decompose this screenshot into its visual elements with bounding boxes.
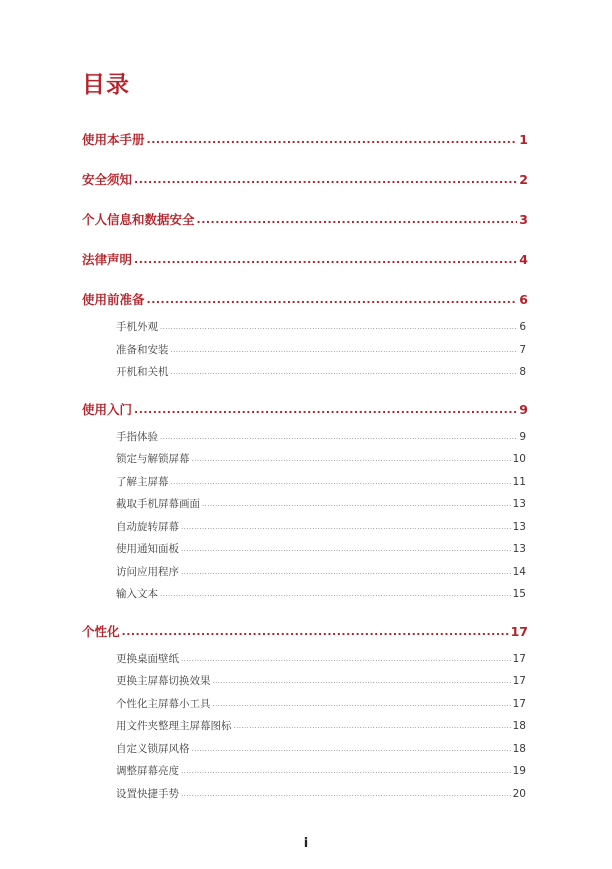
dot-leader [181, 785, 511, 803]
toc-entry-page: 1 [519, 132, 528, 147]
toc-subentry-title: 更换主屏幕切换效果 [116, 675, 211, 687]
toc-section [82, 620, 528, 820]
toc-subentry-title: 使用通知面板 [116, 543, 179, 555]
dot-leader [160, 585, 511, 603]
toc-subentry-title: 设置快捷手势 [116, 787, 179, 800]
toc-subentry-title: 自动旋转屏幕 [116, 520, 179, 533]
toc-entry-level1[interactable] [82, 248, 528, 288]
toc-entry-level2[interactable] [82, 650, 528, 673]
toc-subentry-title: 截取手机屏幕画面 [116, 498, 200, 510]
toc-subentry-title: 输入文本 [116, 588, 158, 600]
dot-leader [181, 540, 511, 558]
dot-leader [181, 563, 511, 581]
toc-entry-page: 6 [519, 292, 528, 307]
dot-leader [134, 398, 517, 422]
toc-subentry-title: 用文件夹整理主屏幕图标 [116, 720, 232, 732]
toc-entry-level2[interactable] [82, 740, 528, 763]
toc-entry-level2[interactable] [82, 585, 528, 608]
toc-entry-page: 9 [519, 401, 528, 417]
toc-section [82, 128, 528, 168]
dot-leader [160, 318, 517, 336]
dot-leader [134, 168, 517, 192]
toc-section [82, 248, 528, 288]
toc-entry-level2[interactable] [82, 341, 528, 364]
toc-subentry-page: 9 [519, 430, 526, 443]
toc-entry-page: 17 [510, 623, 528, 639]
toc-subentry-title: 开机和关机 [116, 366, 169, 378]
toc-entry-page: 4 [519, 252, 528, 267]
dot-leader [181, 518, 511, 536]
toc-entry-page: 3 [519, 212, 528, 227]
table-of-contents [82, 128, 528, 819]
dot-leader [192, 740, 511, 758]
toc-subentry-page: 20 [512, 787, 526, 800]
toc-subentry-page: 11 [512, 475, 526, 488]
toc-subentry-page: 19 [512, 765, 526, 777]
toc-entry-title: 法律声明 [82, 252, 133, 267]
dot-leader [160, 428, 517, 446]
toc-section [82, 168, 528, 208]
toc-subentry-page: 17 [512, 675, 526, 687]
toc-entry-level2[interactable] [82, 540, 528, 563]
toc-subentry-title: 了解主屏幕 [116, 475, 169, 488]
toc-entry-level1[interactable] [82, 168, 528, 208]
toc-entry-level2[interactable] [82, 717, 528, 740]
toc-subentry-page: 10 [512, 453, 526, 465]
toc-entry-level2[interactable] [82, 318, 528, 341]
toc-subentry-title: 手机外观 [116, 321, 158, 333]
toc-entry-level2[interactable] [82, 762, 528, 785]
toc-entry-level2[interactable] [82, 495, 528, 518]
toc-subentry-page: 8 [519, 366, 526, 378]
section-spacer [82, 386, 528, 398]
toc-entry-title: 个性化 [82, 623, 120, 639]
toc-entry-level2[interactable] [82, 450, 528, 473]
toc-subentry-title: 更换桌面壁纸 [116, 652, 179, 665]
toc-entry-level2[interactable] [82, 428, 528, 451]
toc-subentry-page: 18 [512, 720, 526, 732]
toc-subentry-page: 18 [512, 742, 526, 755]
toc-subentry-title: 锁定与解锁屏幕 [116, 453, 190, 465]
toc-subentry-title: 准备和安装 [116, 343, 169, 356]
page-title: 目录 [82, 72, 130, 98]
dot-leader [171, 363, 518, 381]
dot-leader [147, 288, 518, 312]
toc-subentry-page: 13 [512, 498, 526, 510]
toc-entry-level1[interactable] [82, 208, 528, 248]
toc-entry-level1[interactable] [82, 398, 528, 428]
toc-subentry-page: 7 [519, 343, 526, 356]
section-spacer [82, 608, 528, 620]
dot-leader [171, 473, 511, 491]
toc-entry-title: 安全须知 [82, 172, 133, 187]
toc-entry-level2[interactable] [82, 518, 528, 541]
dot-leader [213, 695, 511, 713]
toc-subentry-page: 14 [512, 565, 526, 578]
toc-entry-level1[interactable] [82, 620, 528, 650]
toc-entry-level2[interactable] [82, 695, 528, 718]
dot-leader [147, 128, 518, 152]
dot-leader [197, 208, 518, 232]
toc-subentry-title: 访问应用程序 [116, 565, 179, 578]
dot-leader [181, 762, 511, 780]
toc-entry-level1[interactable] [82, 128, 528, 168]
dot-leader [234, 717, 511, 735]
toc-entry-level1[interactable] [82, 288, 528, 318]
toc-entry-title: 使用前准备 [82, 292, 145, 307]
dot-leader [202, 495, 511, 513]
dot-leader [171, 341, 518, 359]
toc-subentry-page: 17 [512, 652, 526, 665]
dot-leader [181, 650, 511, 668]
dot-leader [213, 672, 511, 690]
toc-entry-title: 个人信息和数据安全 [82, 212, 195, 227]
toc-entry-level2[interactable] [82, 363, 528, 386]
toc-entry-page: 2 [519, 172, 528, 187]
dot-leader [134, 248, 517, 272]
toc-entry-level2[interactable] [82, 785, 528, 808]
dot-leader [192, 450, 511, 468]
section-spacer [82, 807, 528, 819]
toc-entry-title: 使用本手册 [82, 132, 145, 147]
toc-subentry-page: 17 [512, 697, 526, 710]
toc-entry-level2[interactable] [82, 473, 528, 496]
dot-leader [122, 620, 509, 644]
toc-subentry-page: 15 [512, 588, 526, 600]
toc-section [82, 398, 528, 620]
toc-subentry-page: 13 [512, 520, 526, 533]
toc-entry-title: 使用入门 [82, 401, 133, 417]
toc-subentry-title: 个性化主屏幕小工具 [116, 697, 211, 710]
page-number: i [303, 836, 309, 851]
toc-subentry-title: 手指体验 [116, 430, 158, 443]
toc-section [82, 208, 528, 248]
toc-subentry-page: 13 [512, 543, 526, 555]
toc-section [82, 288, 528, 398]
toc-subentry-title: 自定义锁屏风格 [116, 742, 190, 755]
toc-subentry-title: 调整屏幕亮度 [116, 765, 179, 777]
toc-entry-level2[interactable] [82, 563, 528, 586]
toc-entry-level2[interactable] [82, 672, 528, 695]
toc-subentry-page: 6 [519, 321, 526, 333]
